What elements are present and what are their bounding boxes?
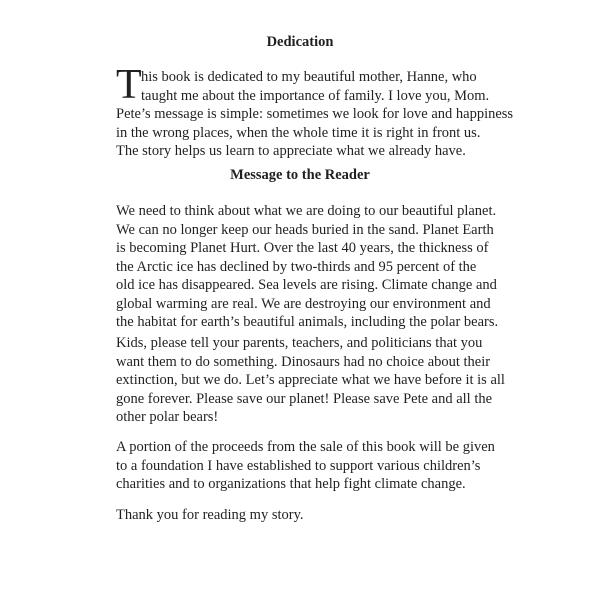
paragraph-line: extinction, but we do. Let’s appreciate what we have before it is all [116,372,505,388]
paragraph-line: We need to think about what we are doing to our beautiful planet. [116,203,497,219]
paragraph-line: A portion of the proceeds from the sale of this book will be given [116,439,495,455]
paragraph-line: to a foundation I have established to support various children’s [116,457,481,474]
paragraph-line: We can no longer keep our heads buried in the sand. Planet Earth [116,221,494,238]
paragraph-line: old ice has disappeared. Sea levels are rising. Climate change and [116,277,497,293]
message-paragraph [116,334,505,427]
paragraph-line: Kids, please tell your parents, teachers, and politicians that you [116,335,483,351]
paragraph-line: want them to do something. Dinosaurs had no choice about their [116,353,491,370]
paragraph-line: gone forever. Please save our planet! Please save Pete and all the [116,390,493,407]
paragraph-line: other polar bears! [116,409,219,425]
message-paragraph [116,506,488,525]
paragraph-line: the habitat for earth’s beautiful animals, including the polar bears. [116,314,499,330]
dedication-line: The story helps us learn to appreciate what we already have. [116,143,466,159]
paragraph-line: is becoming Planet Hurt. Over the last 40 years, the thickness of [116,240,489,256]
paragraph-line: charities and to organizations that help fight climate change. [116,476,466,492]
message-paragraph [116,202,499,332]
dedication-heading: Dedication [266,34,334,50]
dedication-line: Pete’s message is simple: sometimes we look for love and happiness [116,106,514,122]
paragraph-line: Thank you for reading my story. [116,507,304,523]
message-heading: Message to the Reader [230,167,370,183]
dedication-line: in the wrong places, when the whole time it is right in front us. [116,124,481,141]
paragraph-line: global warming are real. We are destroying our environment and [116,295,491,312]
drop-cap: T [116,62,142,108]
message-paragraph [116,438,495,494]
dedication-paragraph [116,62,514,161]
dedication-line: taught me about the importance of family. I love you, Mom. [141,87,490,104]
paragraph-line: the Arctic ice has declined by two-thirds and 95 percent of the [116,258,477,275]
dedication-line: his book is dedicated to my beautiful mother, Hanne, who [141,69,477,85]
